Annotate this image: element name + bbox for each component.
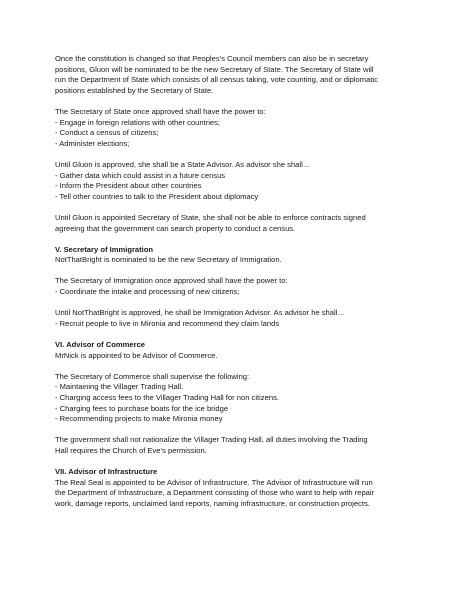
list-item: - Recruit people to live in Mironia and recommend they claim lands — [55, 318, 280, 328]
paragraph — [55, 54, 417, 96]
section-block — [55, 340, 417, 361]
list-item: - Charging access fees to the Villager Trading Hall for non citizens. — [55, 393, 279, 402]
text-line: positions, Gluon will be nominated to be the new Secretary of State. The Secretary of State will — [55, 64, 374, 74]
text-line: the Department of Infrastructure, a Department consisting of those who want to help with repair — [55, 488, 375, 498]
text-line: agreeing that the government can search property to conduct a census. — [55, 223, 296, 233]
text-line: The Secretary of Immigration once approved shall have the power to: — [55, 276, 288, 286]
paragraph — [55, 107, 417, 149]
paragraph — [55, 213, 417, 234]
paragraph — [55, 308, 417, 329]
list-item: - Tell other countries to talk to the President about diplomacy — [55, 191, 259, 201]
text-line: The Secretary of Commerce shall supervise the following: — [55, 371, 250, 381]
text-line: Until NotThatBright is approved, he shall be Immigration Advisor. As advisor he shall… — [55, 308, 345, 318]
text-line: positions established by the Secretary of State. — [55, 85, 214, 95]
list-item: - Conduct a census of citizens; — [55, 128, 159, 138]
text-line: The Secretary of State once approved shall have the power to: — [55, 106, 266, 116]
section-heading: VI. Advisor of Commerce — [55, 340, 146, 350]
section-block — [55, 245, 417, 266]
section-heading: VII. Advisor of Infrastructure — [55, 467, 158, 477]
paragraph — [55, 276, 417, 297]
list-item: - Maintaining the Villager Trading Hall. — [55, 382, 184, 392]
list-item: - Coordinate the intake and processing of new citizens; — [55, 287, 240, 297]
list-item: - Recommending projects to make Mironia money — [55, 414, 223, 424]
text-line: MrNick is appointed to be Advisor of Commerce. — [55, 350, 218, 360]
text-line: Once the constitution is changed so that Peoples’s Council members can also be in secretary — [55, 54, 369, 63]
section-block — [55, 467, 417, 509]
text-line: The government shall not nationalize the Villager Trading Hall, all duties involving the Trading — [55, 435, 368, 445]
document-body — [55, 54, 417, 510]
text-line: Until Gluon is approved, she shall be a State Advisor. As advisor she shall… — [55, 159, 311, 169]
text-line: NotThatBright is nominated to be the new Secretary of Immigration. — [55, 255, 282, 265]
text-line: Hall requires the Church of Eve’s permission. — [55, 445, 207, 455]
text-line: work, damage reports, unclaimed land reports, naming infrastructure, or construction projects. — [55, 498, 370, 508]
paragraph — [55, 160, 417, 202]
list-item: - Charging fees to purchase boats for the ice bridge — [55, 403, 229, 413]
list-item: - Engage in foreign relations with other countries; — [55, 117, 221, 127]
list-item: - Inform the President about other countries — [55, 181, 202, 191]
list-item: - Administer elections; — [55, 138, 130, 148]
list-item: - Gather data which could assist in a future census — [55, 170, 226, 180]
text-line: run the Department of State which consists of all census taking, vote counting, and or diplomatic — [55, 75, 378, 85]
text-line: The Real Seal is appointed to be Advisor of Infrastructure. The Advisor of Infrastructure will run — [55, 477, 373, 487]
paragraph — [55, 372, 417, 425]
paragraph — [55, 435, 417, 456]
section-heading: V. Secretary of Immigration — [55, 244, 154, 254]
text-line: Until Gluon is appointed Secretary of State, she shall not be able to enforce contracts signed — [55, 212, 366, 222]
